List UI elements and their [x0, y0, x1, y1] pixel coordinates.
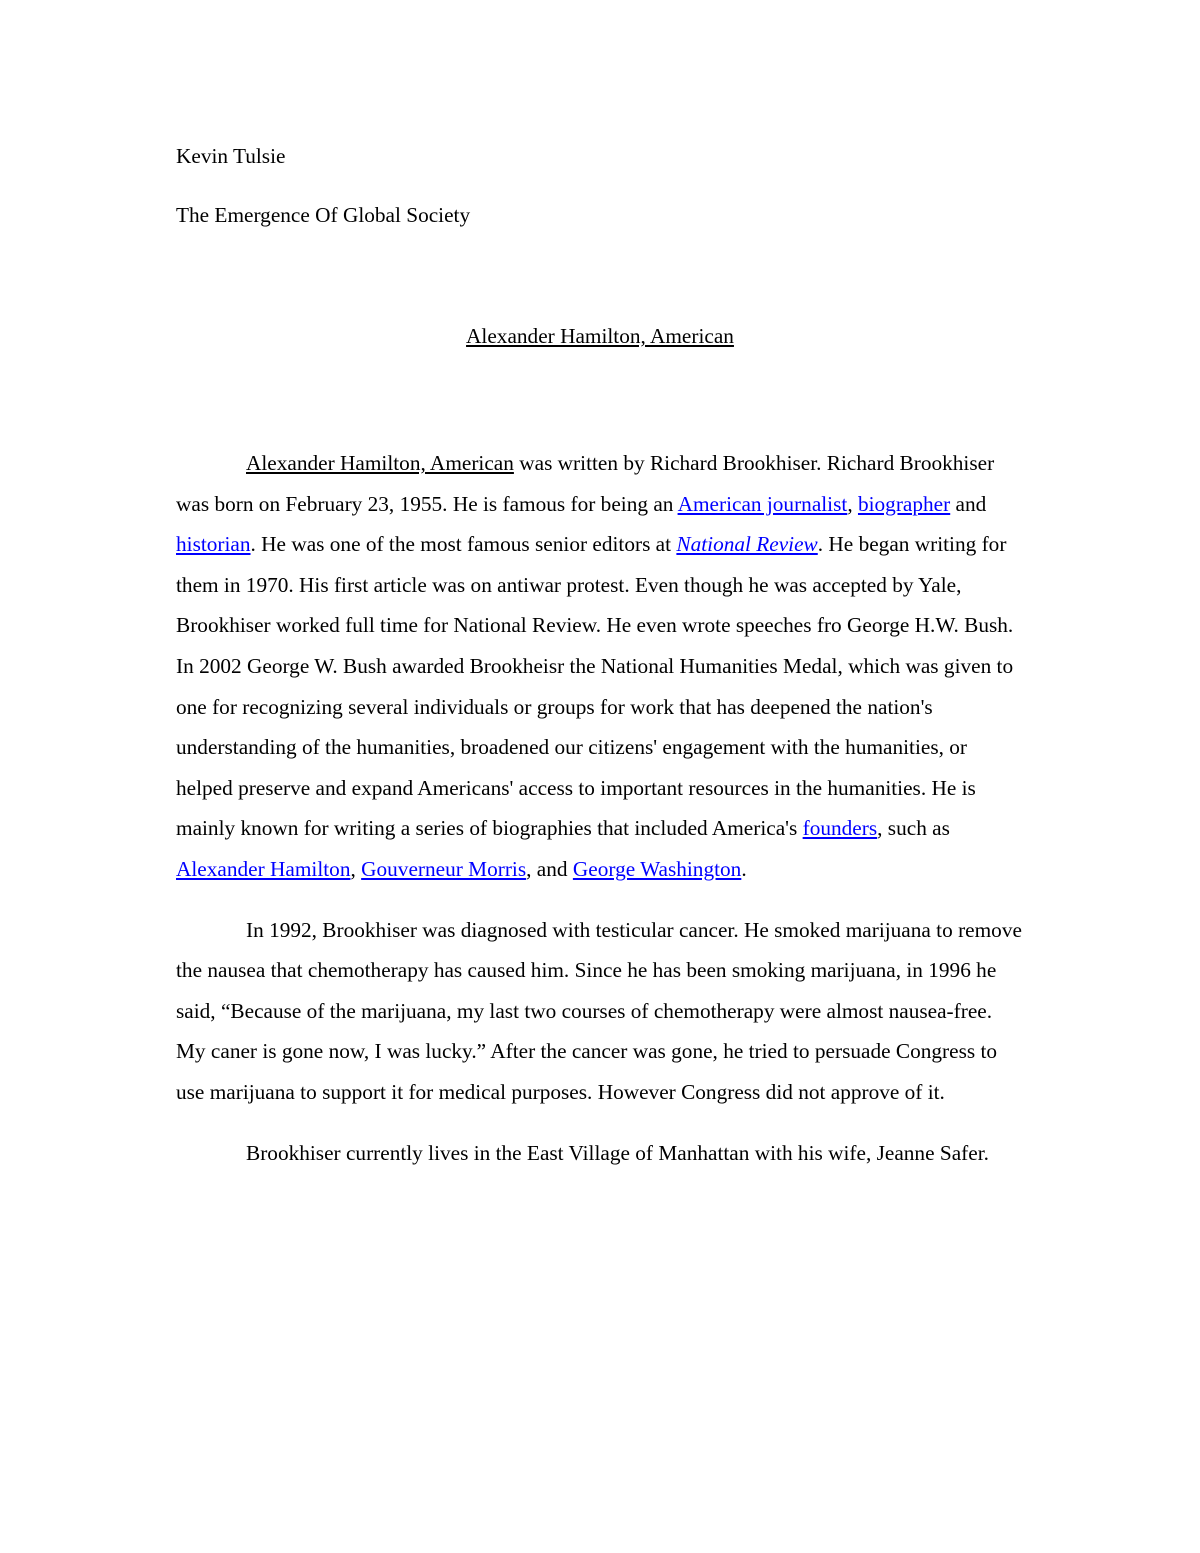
paragraph-1-text: , and: [526, 856, 573, 881]
document-title: Alexander Hamilton, American: [466, 324, 734, 348]
link-founders[interactable]: founders: [802, 816, 878, 841]
link-american-journalist[interactable]: American journalist: [677, 491, 848, 516]
paragraph-1-text: .: [741, 856, 747, 881]
paragraph-1-text: ,: [350, 856, 362, 881]
author-name: Kevin Tulsie: [176, 144, 286, 168]
paragraph-1-text: . He began writing for them in 1970. His first article was on antiwar protest. Even though he was accepted by Yale, Brookhiser worked full time for National Review. He even wrote speeches fro George H.W. Bush. In 2002 George W. Bush awarded Brookheisr the National Humanities Medal, which was given to one for recognizing several individuals or groups for work that has deepened the nation's understanding of the humanities, broadened our citizens' engagement with the humanities, or helped preserve and expand Americans' access to important resources in the humanities. He is mainly known for writing a series of biographies that included America's: [176, 532, 1014, 841]
paragraph-3: Brookhiser currently lives in the East Village of Manhattan with his wife, Jeanne Safer.: [246, 1140, 989, 1165]
link-historian[interactable]: historian: [176, 532, 251, 557]
link-george-washington[interactable]: George Washington: [572, 856, 742, 881]
link-national-review[interactable]: National Review: [676, 532, 818, 557]
link-biographer[interactable]: biographer: [857, 491, 951, 516]
paragraph-1-text: ,: [847, 491, 858, 516]
book-title-underlined: Alexander Hamilton, American: [246, 451, 514, 475]
paragraph-1-text: , such as: [877, 816, 950, 841]
paragraph-1: [176, 443, 1026, 890]
paragraph-2: In 1992, Brookhiser was diagnosed with testicular cancer. He smoked marijuana to remove the nausea that chemotherapy has caused him. Since he has been smoking marijuana, in 1996 he said, “Because of the marijuana, my last two courses of chemotherapy were almost nausea-free. My caner is gone now, I was lucky.” After the cancer was gone, he tried to persuade Congress to use marijuana to support it for medical purposes. However Congress did not approve of it.: [176, 917, 1022, 1104]
document-body: [176, 443, 1026, 1193]
course-name: The Emergence Of Global Society: [176, 203, 471, 227]
paragraph-1-text: and: [950, 491, 987, 516]
paragraph-1-text: . He was one of the most famous senior editors at: [250, 532, 677, 557]
paragraph-1-text: was written by Richard Brookhiser. Richard Brookhiser was born on February 23, 1955. He is famous for being an: [176, 451, 995, 516]
link-gouverneur-morris[interactable]: Gouverneur Morris: [361, 856, 527, 881]
link-alexander-hamilton[interactable]: Alexander Hamilton: [176, 856, 351, 881]
